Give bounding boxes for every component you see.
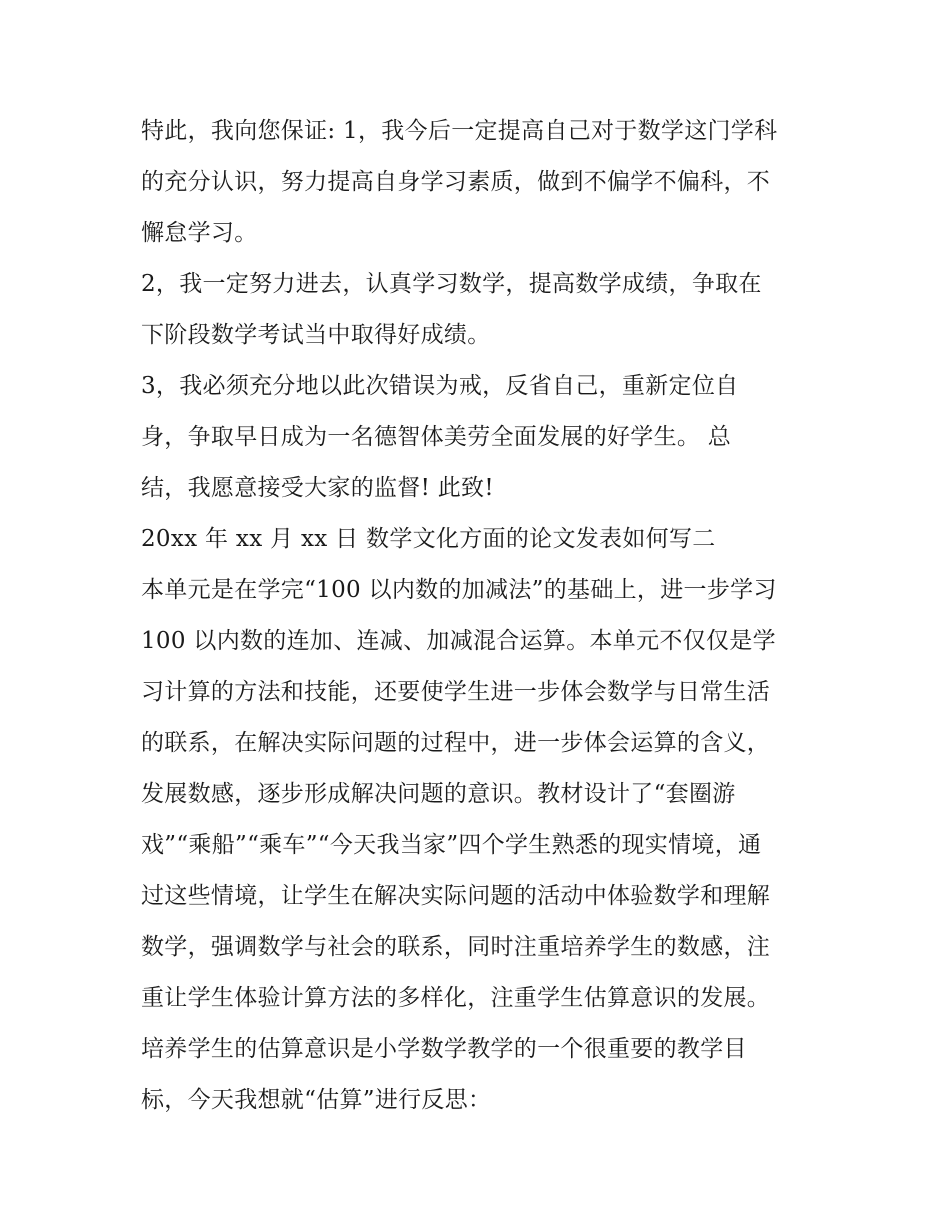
text-line: 习计算的方法和技能，还要使学生进一步体会数学与日常生活 xyxy=(141,679,771,705)
text-line: 数学，强调数学与社会的联系，同时注重培养学生的数感，注 xyxy=(141,934,771,960)
heading-line: 20xx 年 xx 月 xx 日 数学文化方面的论文发表如何写二 xyxy=(141,526,716,552)
text-line: 标，今天我想就“估算”进行反思： xyxy=(141,1087,492,1113)
text-line: 身，争取早日成为一名德智体美劳全面发展的好学生。 总 xyxy=(141,424,732,450)
text-line: 培养学生的估算意识是小学数学教学的一个很重要的教学目 xyxy=(141,1036,747,1062)
document-body xyxy=(141,106,821,1126)
text-line: 懈怠学习。 xyxy=(141,220,258,246)
text-line: 的充分认识，努力提高自身学习素质，做到不偏学不偏科，不 xyxy=(141,169,771,195)
text-line: 本单元是在学完“100 以内数的加减法”的基础上，进一步学习 xyxy=(141,577,777,603)
text-line: 戏”“乘船”“乘车”“今天我当家”四个学生熟悉的现实情境，通 xyxy=(141,832,762,858)
text-line: 100 以内数的连加、连减、加减混合运算。本单元不仅仅是学 xyxy=(141,628,776,654)
text-line: 重让学生体验计算方法的多样化，注重学生估算意识的发展。 xyxy=(141,985,771,1011)
text-line: 结，我愿意接受大家的监督! 此致! xyxy=(141,475,494,501)
text-line: 下阶段数学考试当中取得好成绩。 xyxy=(141,322,491,348)
text-line: 特此，我向您保证: 1，我今后一定提高自己对于数学这门学科 xyxy=(141,118,778,144)
text-line: 2，我一定努力进去，认真学习数学，提高数学成绩，争取在 xyxy=(141,271,762,297)
text-line: 3，我必须充分地以此次错误为戒，反省自己，重新定位自 xyxy=(141,373,739,399)
text-line: 的联系，在解决实际问题的过程中，进一步体会运算的含义， xyxy=(141,730,771,756)
text-line: 发展数感，逐步形成解决问题的意识。教材设计了“套圈游 xyxy=(141,781,736,807)
text-line: 过这些情境，让学生在解决实际问题的活动中体验数学和理解 xyxy=(141,883,771,909)
